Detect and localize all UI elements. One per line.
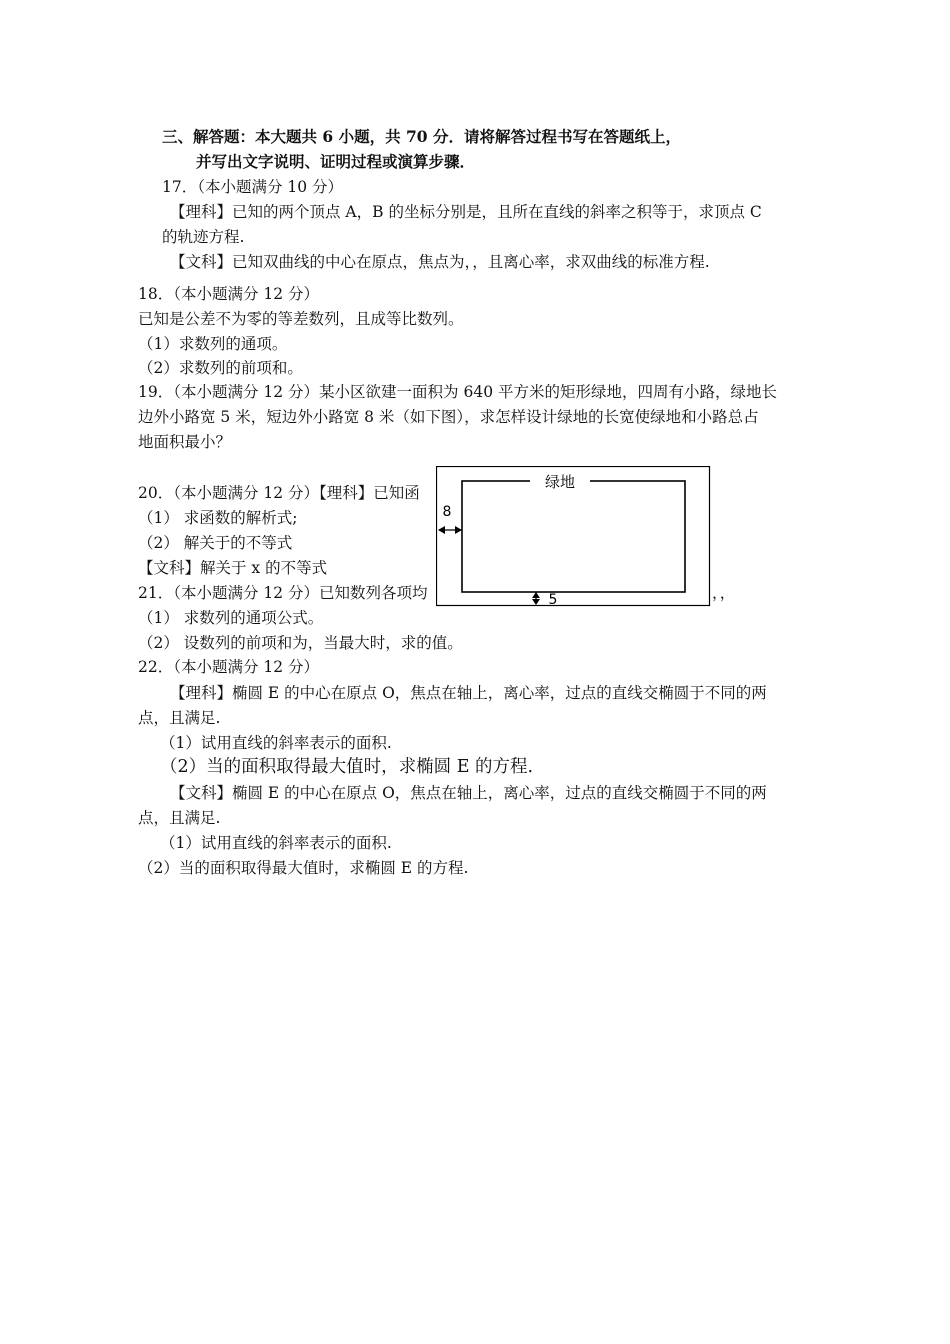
q22-wen-part2: （2）当的面积取得最大值时，求椭圆 E 的方程. — [138, 859, 469, 877]
section-heading-line1: 三、解答题：本大题共 6 小题，共 70 分．请将解答过程书写在答题纸上， — [162, 127, 681, 146]
q18-part1: （1）求数列的通项。 — [138, 335, 288, 353]
q21-part2: （2） 设数列的前项和为，当最大时，求的值。 — [138, 634, 463, 652]
section-heading-line2: 并写出文字说明、证明过程或演算步骤． — [196, 152, 476, 171]
q20-line1: 20．（本小题满分 12 分）【理科】已知函 — [138, 484, 420, 502]
q17-li-line2: 的轨迹方程. — [162, 228, 245, 246]
q18-part2: （2）求数列的前项和。 — [138, 359, 303, 377]
long-side-path-width-label: 5 — [548, 592, 558, 608]
green-area-label: 绿地 — [544, 473, 576, 491]
q22-wen-line1: 【文科】椭圆 E 的中心在原点 O，焦点在轴上，离心率，过点的直线交椭圆于不同的两 — [170, 784, 767, 802]
q17-title: 17．（本小题满分 10 分） — [162, 178, 344, 196]
q18-stem: 已知是公差不为零的等差数列，且成等比数列。 — [138, 310, 464, 328]
q20-part1: （1） 求函数的解析式; — [138, 509, 298, 527]
q22-li-part2: （2）当的面积取得最大值时，求椭圆 E 的方程. — [160, 757, 534, 777]
q22-title: 22．（本小题满分 12 分） — [138, 658, 320, 676]
q22-li-line1: 【理科】椭圆 E 的中心在原点 O，焦点在轴上，离心率，过点的直线交椭圆于不同的两 — [170, 684, 767, 702]
q20-part2: （2） 解关于的不等式 — [138, 534, 293, 552]
q21-line1: 21．（本小题满分 12 分）已知数列各项均 — [138, 584, 428, 602]
q19-line2: 边外小路宽 5 米，短边外小路宽 8 米（如下图），求怎样设计绿地的长宽使绿地和小路总占 — [138, 408, 759, 426]
q18-title: 18．（本小题满分 12 分） — [138, 285, 320, 303]
q22-wen-line2: 点，且满足. — [138, 809, 221, 827]
q19-line3: 地面积最小？ — [138, 433, 232, 451]
green-area-diagram — [436, 466, 712, 608]
q22-li-line2: 点，且满足. — [138, 709, 221, 727]
q22-wen-part1: （1）试用直线的斜率表示的面积. — [160, 834, 392, 852]
short-side-path-width-label: 8 — [442, 504, 452, 520]
q22-li-part1: （1）试用直线的斜率表示的面积. — [160, 734, 392, 752]
q21-part1: （1） 求数列的通项公式。 — [138, 609, 324, 627]
q17-li-line1: 【理科】已知的两个顶点 A，B 的坐标分别是，且所在直线的斜率之积等于，求顶点 C — [170, 203, 762, 221]
q21-line1-tail: ，， — [712, 584, 736, 602]
q17-wen: 【文科】已知双曲线的中心在原点，焦点为，，且离心率，求双曲线的标准方程. — [170, 253, 710, 271]
q19-line1: 19．（本小题满分 12 分）某小区欲建一面积为 640 平方米的矩形绿地，四周有小路，绿地长 — [138, 383, 777, 401]
q20-wen: 【文科】解关于 x 的不等式 — [138, 559, 328, 577]
